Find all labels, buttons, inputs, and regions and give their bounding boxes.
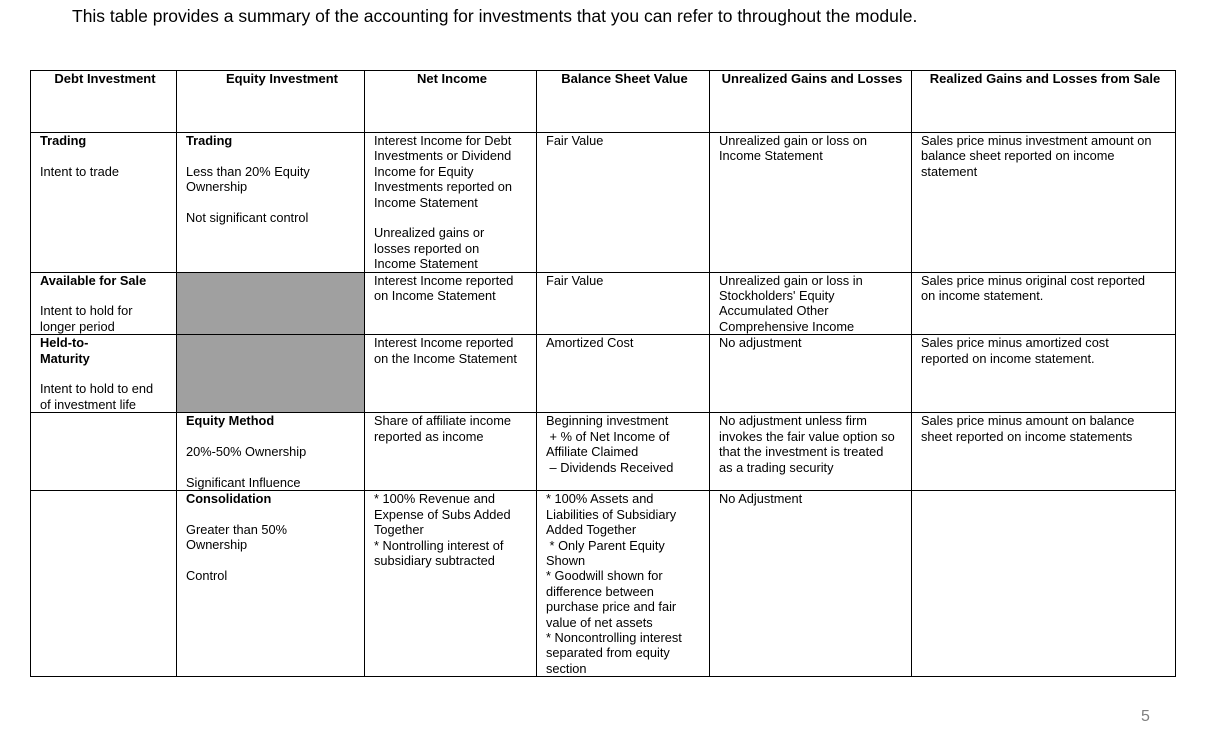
header-net-income: Net Income xyxy=(365,71,537,133)
table-row-consolidation xyxy=(31,491,1176,677)
table-row-available-for-sale xyxy=(31,272,1176,335)
header-realized-gains-losses: Realized Gains and Losses from Sale xyxy=(912,71,1176,133)
cell-net-income: * 100% Revenue and Expense of Subs Added Together * Nontrolling interest of subsidiary subtracted xyxy=(365,491,537,677)
intro-text: This table provides a summary of the accounting for investments that you can refer to throughout the module. xyxy=(72,6,918,26)
cell-realized: Sales price minus investment amount on balance sheet reported on income statement xyxy=(912,133,1176,273)
cell-balance-sheet: Amortized Cost xyxy=(537,335,710,413)
cell-equity-shaded xyxy=(177,335,365,413)
header-equity-investment: Equity Investment xyxy=(177,71,365,133)
cell-realized: Sales price minus amount on balance sheet reported on income statements xyxy=(912,413,1176,491)
cell-unrealized: Unrealized gain or loss on Income Statement xyxy=(710,133,912,273)
cell-realized-empty xyxy=(912,491,1176,677)
investment-summary-table xyxy=(30,70,1176,677)
cell-net-income: Interest Income for Debt Investments or Dividend Income for Equity Investments reported on Income Statement Unrealized gains or losses reported on Income Statement xyxy=(365,133,537,273)
header-balance-sheet-value: Balance Sheet Value xyxy=(537,71,710,133)
cell-balance-sheet: * 100% Assets and Liabilities of Subsidiary Added Together * Only Parent Equity Shown * Goodwill shown for difference between purchase price and fair value of net assets * Noncontrolling interest separated from equity section xyxy=(537,491,710,677)
cell-equity: Trading Less than 20% Equity Ownership Not significant control xyxy=(177,133,365,273)
cell-balance-sheet: Fair Value xyxy=(537,272,710,335)
cell-net-income: Share of affiliate income reported as income xyxy=(365,413,537,491)
header-row xyxy=(31,71,1176,133)
cell-debt: Trading Intent to trade xyxy=(31,133,177,273)
header-debt-investment: Debt Investment xyxy=(31,71,177,133)
cell-unrealized: No adjustment unless firm invokes the fair value option so that the investment is treated as a trading security xyxy=(710,413,912,491)
cell-realized: Sales price minus original cost reported on income statement. xyxy=(912,272,1176,335)
cell-debt: Available for Sale Intent to hold for longer period xyxy=(31,272,177,335)
cell-debt-empty xyxy=(31,491,177,677)
cell-equity-shaded xyxy=(177,272,365,335)
cell-unrealized: Unrealized gain or loss in Stockholders' Equity Accumulated Other Comprehensive Income xyxy=(710,272,912,335)
cell-balance-sheet: Fair Value xyxy=(537,133,710,273)
cell-equity: Consolidation Greater than 50% Ownership Control xyxy=(177,491,365,677)
header-unrealized-gains-losses: Unrealized Gains and Losses xyxy=(710,71,912,133)
page-number: 5 xyxy=(1141,708,1150,725)
table-row-held-to-maturity xyxy=(31,335,1176,413)
cell-debt: Held-to- Maturity Intent to hold to end of investment life xyxy=(31,335,177,413)
cell-equity: Equity Method 20%-50% Ownership Significant Influence xyxy=(177,413,365,491)
cell-net-income: Interest Income reported on the Income Statement xyxy=(365,335,537,413)
cell-unrealized: No adjustment xyxy=(710,335,912,413)
table-row-trading xyxy=(31,133,1176,273)
cell-balance-sheet: Beginning investment + % of Net Income of Affiliate Claimed – Dividends Received xyxy=(537,413,710,491)
table-row-equity-method xyxy=(31,413,1176,491)
cell-realized: Sales price minus amortized cost reported on income statement. xyxy=(912,335,1176,413)
cell-unrealized: No Adjustment xyxy=(710,491,912,677)
cell-debt-empty xyxy=(31,413,177,491)
cell-net-income: Interest Income reported on Income Statement xyxy=(365,272,537,335)
